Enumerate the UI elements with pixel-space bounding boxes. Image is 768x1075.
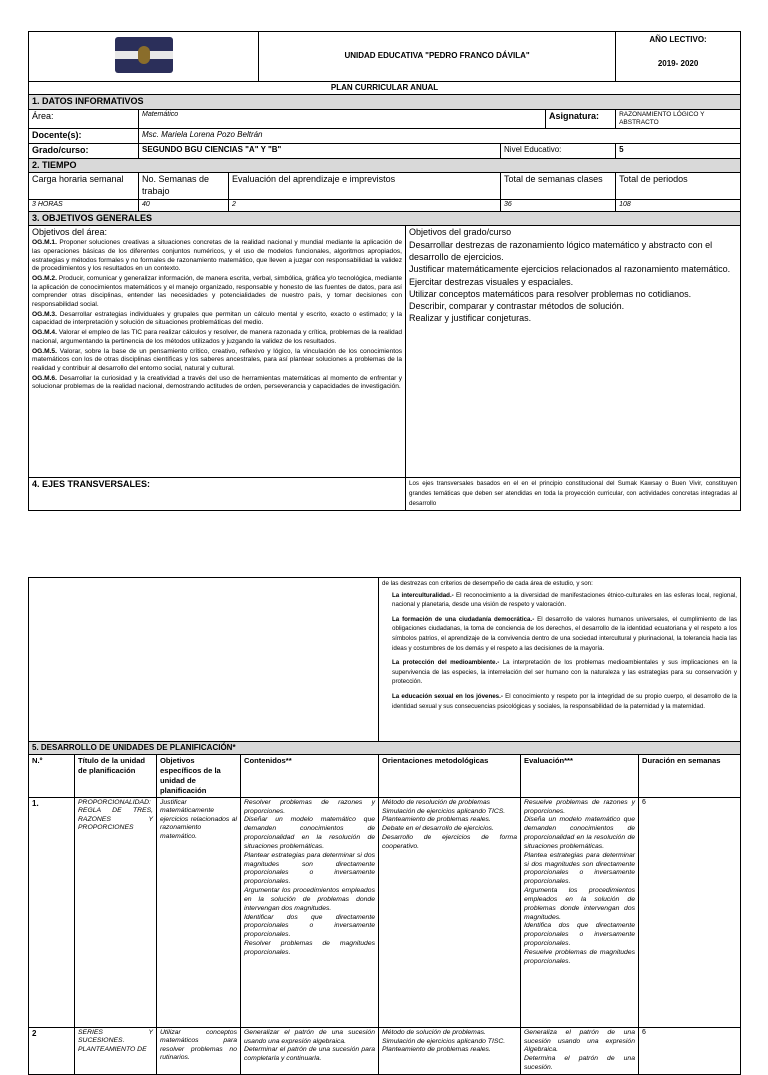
unit-methods-item: Método de resolución de problemas <box>382 798 491 806</box>
tiempo-header-total-semanas: Total de semanas clases <box>501 173 616 199</box>
objetivo-area-code: OG.M.4. <box>32 329 57 337</box>
eje-head: La formación de una ciudadanía democrática.- <box>392 615 535 623</box>
units-header-cell: N.º <box>29 755 75 797</box>
plan-title: PLAN CURRICULAR ANUAL <box>29 82 741 95</box>
asignatura-label: Asignatura: <box>546 110 616 129</box>
nivel-value: 5 <box>616 144 741 159</box>
objetivo-grado-item: Ejercitar destrezas visuales y espaciales. <box>409 276 574 287</box>
objetivos-area-cell <box>29 226 406 478</box>
unit-contents <box>241 797 379 1027</box>
unit-evaluation <box>521 1027 639 1074</box>
objetivo-area-item <box>32 329 402 346</box>
ejes-title: 4. EJES TRANSVERSALES: <box>29 478 406 511</box>
objetivo-area-text: Valorar, sobre la base de un pensamiento crítico, creativo, reflexivo y lógico, la vinculación de los conocimientos matemáticos con los de otras disciplinas científicas y los saberes ancestrales, para así plantear soluciones a problemas de la realidad y contribuir al desarrollo del entorno social, natural y cultural. <box>32 347 403 372</box>
objetivo-area-code: OG.M.3. <box>32 310 57 318</box>
eje-text: La interpretación de los problemas medioambientales y sus implicaciones en la supervivencia de las especies, la interrelación del ser humano con la naturaleza y las estrategias para su conservación y protección. <box>392 659 737 686</box>
section-tiempo-title: 2. TIEMPO <box>29 158 741 173</box>
unit-methods-item: Método de solución de problemas. <box>382 1028 486 1036</box>
unit-methods-item: Simulación de ejercicios aplicando TISC. <box>382 1037 506 1045</box>
tiempo-value-total-semanas: 36 <box>501 199 616 211</box>
objetivos-area-list <box>32 239 402 392</box>
unit-objective: Justificar matemáticamente ejercicios relacionados al razonamiento matemático. <box>157 797 241 1027</box>
unit-evaluation-item: Generaliza el patrón de una sucesión usando una expresión Algebraica. <box>524 1028 635 1054</box>
objetivo-area-code: OG.M.6. <box>32 374 57 382</box>
units-body <box>29 797 741 1074</box>
school-name: UNIDAD EDUCATIVA "PEDRO FRANCO DÁVILA" <box>259 32 616 82</box>
ejes-intro-continued: de las destrezas con criterios de desempeño de cada área de estudio, y son: <box>382 580 593 587</box>
logo-cell <box>29 32 259 82</box>
objetivos-grado-cell <box>406 226 741 478</box>
unit-contents-item: Plantear estrategias para determinar si dos magnitudes son directamente proporcionales o inversamente proporcionales. <box>244 851 375 886</box>
unit-number: 1. <box>29 797 75 1027</box>
objetivo-area-item <box>32 311 402 328</box>
objetivo-grado-item: Desarrollar destrezas de razonamiento lógico matemático y abstracto con el desarrollo de ejercicios. <box>409 240 713 263</box>
objetivos-grado-heading: Objetivos del grado/curso <box>409 227 512 238</box>
unit-evaluation-item: Resuelve problemas de magnitudes proporcionales. <box>524 948 635 965</box>
objetivo-area-item <box>32 348 402 374</box>
eje-text: El reconocimiento a la diversidad de manifestaciones étnico-culturales en las esferas local, regional, nacional y planetaria, desde una visión de respeto y valoración. <box>392 591 737 609</box>
unit-contents-item: Argumentar los procedimientos empleados en la solución de problemas donde intervengan dos magnitudes. <box>244 887 375 912</box>
eje-item <box>392 692 737 711</box>
objetivo-area-text: Valorar el empleo de las TIC para realizar cálculos y resolver, de manera razonada y crítica, problemas de la realidad nacional, argumentando la pertinencia de los métodos utilizados y juzgando la validez de los resultados. <box>32 329 403 345</box>
eje-item <box>392 615 737 653</box>
unit-methods-item: Desarrollo de ejercicios de forma cooperativo. <box>382 834 517 850</box>
asignatura-value: RAZONAMIENTO LÓGICO Y ABSTRACTO <box>616 110 741 129</box>
unit-number: 2 <box>29 1027 75 1074</box>
school-year-label: AÑO LECTIVO: <box>649 35 707 44</box>
section-unidades-title: 5. DESARROLLO DE UNIDADES DE PLANIFICACIÓN* <box>29 742 741 755</box>
objetivo-area-text: Desarrollar la curiosidad y la creatividad a través del uso de herramientas matemáticas al momento de enfrentar y solucionar problemas de la realidad nacional, demostrando actitudes de orden, perseverancia y capacidades de investigación. <box>32 374 403 391</box>
grado-label: Grado/curso: <box>29 144 139 159</box>
objetivo-grado-item: Describir, comparar y contrastar métodos de solución. <box>409 300 625 311</box>
objetivo-grado-item: Justificar matemáticamente ejercicios relacionados al razonamiento matemático. <box>409 264 731 275</box>
unit-evaluation-item: Diseña un modelo matemático que demanden conocimientos de proporcionalidad en la resolución de situaciones problemáticas. <box>524 816 635 850</box>
unit-title: PROPORCIONALIDAD: REGLA DE TRES, RAZONES Y PROPORCIONES <box>75 797 157 1027</box>
eje-item <box>392 591 737 610</box>
unit-contents-item: Identificar dos que directamente proporcionales o inversamente proporcionales. <box>244 913 375 939</box>
area-label: Área: <box>29 110 139 129</box>
tiempo-value-total-periodos: 108 <box>616 199 741 211</box>
unit-contents-item: Resolver problemas de razones y proporciones. <box>244 798 375 815</box>
objetivos-area-heading: Objetivos del área: <box>32 227 108 238</box>
unit-evaluation-item: Plantea estrategias para determinar si dos magnitudes son directamente proporcionales o inversamente proporcionales. <box>524 851 635 886</box>
tiempo-value-semanas: 40 <box>139 199 229 211</box>
unit-methods-item: Planteamiento de problemas reales. <box>382 816 491 824</box>
grado-value: SEGUNDO BGU CIENCIAS "A" Y "B" <box>139 144 501 159</box>
unit-evaluation <box>521 797 639 1027</box>
page-two <box>0 577 768 1075</box>
ejes-continuation-empty <box>29 578 379 742</box>
unit-row <box>29 1027 741 1074</box>
objetivo-grado-item: Realizar y justificar conjeturas. <box>409 312 532 323</box>
tiempo-header-total-periodos: Total de periodos <box>616 173 741 199</box>
docente-value: Msc. Mariela Lorena Pozo Beltrán <box>139 129 741 144</box>
unit-methods-item: Planteamiento de problemas reales. <box>382 1046 491 1054</box>
ejes-intro: Los ejes transversales basados en el en el principio constitucional del Sumak Kawsay o Buen Vivir, constituyen grandes temáticas que deben ser atendidas en toda la proyección curricular, con actividades concretas integradas al desarrollo <box>406 478 741 511</box>
units-header-cell: Título de la unidad de planificación <box>75 755 157 797</box>
tiempo-header-carga: Carga horaria semanal <box>29 173 139 199</box>
units-header-row <box>29 755 741 797</box>
unit-evaluation-item: Determina el patrón de una sucesión. <box>524 1055 635 1072</box>
eje-head: La interculturalidad.- <box>392 591 454 599</box>
plan-table-top <box>28 31 741 511</box>
ejes-continuation-cell <box>379 578 741 742</box>
unit-methods <box>379 1027 521 1074</box>
eje-head: La educación sexual en los jóvenes.- <box>392 693 503 701</box>
objetivo-area-item <box>32 275 402 310</box>
units-header-cell: Contenidos** <box>241 755 379 797</box>
objetivos-grado-list <box>409 239 737 324</box>
objetivo-grado-item: Utilizar conceptos matemáticos para resolver problemas no cotidianos. <box>409 288 692 299</box>
docente-label: Docente(s): <box>29 129 139 144</box>
units-header-cell: Duración en semanas <box>639 755 741 797</box>
tiempo-value-evaluacion: 2 <box>229 199 501 211</box>
objetivo-area-text: Producir, comunicar y generalizar información, de manera escrita, verbal, simbólica, gráfica y/o tecnológica, mediante la aplicación de conocimientos matemáticos y el manejo organizado, responsable y honesto de las fuentes de datos, para así comprender otras disciplinas, entender las necesidades y potencialidades de nuestro país, y tomar decisiones con responsabilidad social. <box>32 274 403 309</box>
area-value: Matemático <box>139 110 546 129</box>
unit-evaluation-item: Identifica dos que directamente proporcionales o inversamente proporcionales. <box>524 922 635 948</box>
unit-title: SERIES Y SUCESIONES. PLANTEAMIENTO DE <box>75 1027 157 1074</box>
objetivo-area-code: OG.M.5. <box>32 347 57 355</box>
eje-item <box>392 658 737 687</box>
unit-contents-item: Generalizar el patrón de una sucesión usando una expresión algebraica. <box>244 1028 375 1045</box>
section-objetivos-title: 3. OBJETIVOS GENERALES <box>29 211 741 226</box>
plan-table-bottom <box>28 577 741 1075</box>
unit-weeks: 6 <box>639 797 741 1027</box>
ejes-list <box>382 591 737 712</box>
objetivo-area-text: Proponer soluciones creativas a situaciones concretas de la realidad nacional y mundial mediante la aplicación de las operaciones básicas de los diferentes conjuntos numéricos, y el uso de modelos funcionales, algoritmos apropiados, estrategias y métodos formales y no formales de razonamiento matemático, que lleven a juzgar con responsabilidad la validez de procedimientos y los resultados en un contexto. <box>32 239 403 273</box>
unit-contents <box>241 1027 379 1074</box>
objetivo-area-item <box>32 239 402 274</box>
tiempo-value-carga: 3 HORAS <box>29 199 139 211</box>
unit-weeks: 6 <box>639 1027 741 1074</box>
units-header-cell: Objetivos específicos de la unidad de planificación <box>157 755 241 797</box>
tiempo-header-evaluacion: Evaluación del aprendizaje e imprevistos <box>229 173 501 199</box>
objetivo-area-item <box>32 375 402 392</box>
unit-methods-item: Simulación de ejercicios aplicando TICS. <box>382 807 506 815</box>
unit-methods <box>379 797 521 1027</box>
unit-methods-item: Debate en el desarrollo de ejercicios. <box>382 825 494 833</box>
page-one <box>0 31 768 511</box>
eje-head: La protección del medioambiente.- <box>392 659 500 667</box>
objetivo-area-text: Desarrollar estrategias individuales y grupales que permitan un cálculo mental y escrito, exacto o estimado; y la capacidad de interpretación y solución de situaciones problemáticas del medio. <box>32 310 403 327</box>
unit-evaluation-item: Argumenta los procedimientos empleados en la solución de problemas donde intervengan dos magnitudes. <box>524 887 635 921</box>
nivel-label: Nivel Educativo: <box>501 144 616 159</box>
objetivo-area-code: OG.M.2. <box>32 274 57 282</box>
unit-contents-item: Determinar el patrón de una sucesión para completarla y continuarla. <box>244 1046 375 1063</box>
eje-text: El desarrollo de valores humanos universales, el cumplimiento de las obligaciones ciudadanas, la toma de conciencia de los derechos, el desarrollo de la identidad ecuatoriana y el respeto a los símbolos patrios, el aprendizaje de la convivencia dentro de una sociedad intercultural y plurinacional, la tolerancia hacia las ideas y costumbres de los demás y el respeto a las decisiones de la mayoría. <box>392 615 737 652</box>
unit-row <box>29 797 741 1027</box>
eje-text: El conocimiento y respeto por la integridad de su propio cuerpo, el desarrollo de la identidad sexual y sus consecuencias psicológicas y sociales, la responsabilidad de la paternidad y la maternidad. <box>392 693 737 710</box>
school-logo <box>115 37 173 73</box>
objetivo-area-code: OG.M.1. <box>32 239 57 247</box>
units-header-cell: Orientaciones metodológicas <box>379 755 521 797</box>
tiempo-header-semanas: No. Semanas de trabajo <box>139 173 229 199</box>
unit-objective: Utilizar conceptos matemáticos para resolver problemas no rutinarios. <box>157 1027 241 1074</box>
units-header-cell: Evaluación*** <box>521 755 639 797</box>
unit-contents-item: Diseñar un modelo matemático que demanden conocimientos de proporcionalidad en la resolución de situaciones problemáticas. <box>244 816 375 850</box>
section-datos-title: 1. DATOS INFORMATIVOS <box>29 95 741 110</box>
school-year-value: 2019- 2020 <box>657 59 699 69</box>
unit-evaluation-item: Resuelve problemas de razones y proporciones. <box>524 798 635 815</box>
unit-contents-item: Resolver problemas de magnitudes proporcionales. <box>244 940 375 956</box>
school-year-cell <box>616 32 741 82</box>
